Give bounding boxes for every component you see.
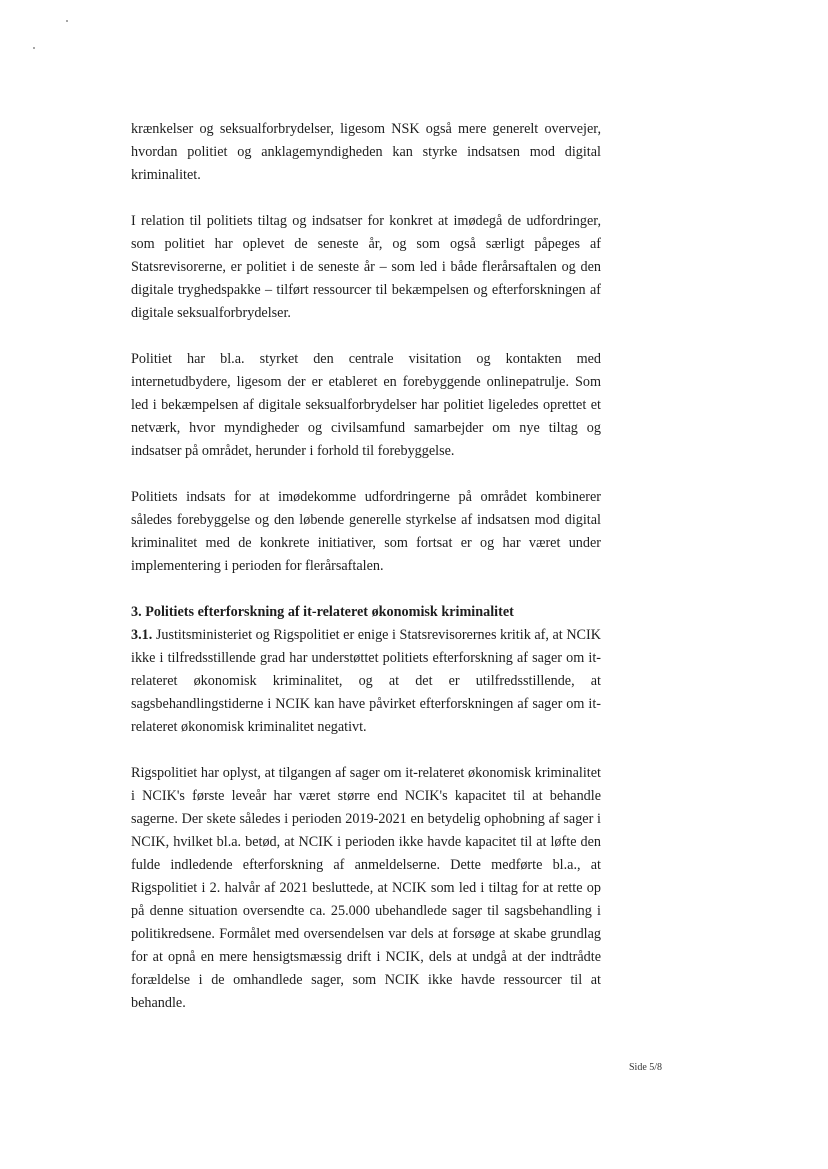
paragraph-3: Politiet har bl.a. styrket den centrale visitation og kontakten med internetudbydere, ligesom der er etableret en forebyggende onlinepatrulje. Som led i bekæmpelsen af digitale seksualforbrydelser har politiet ligeledes oprettet et netværk, hvor myndigheder og civilsamfund samarbejder om nye tiltag og indsatser på området, herunder i forhold til forebyggelse. — [131, 351, 601, 459]
paragraph-4: Politiets indsats for at imødekomme udfordringerne på området kombinerer således forebyggelse og den løbende generelle styrkelse af indsatsen mod digital kriminalitet med de konkrete initiativer, som fortsat er og har været under implementering i perioden for flerårsaftalen. — [131, 489, 601, 574]
paragraph-1: krænkelser og seksualforbrydelser, ligesom NSK også mere generelt overvejer, hvordan politiet og anklagemyndigheden kan styrke indsatsen mod digital kriminalitet. — [131, 121, 601, 183]
scan-speck — [33, 47, 35, 49]
subsection-text: Justitsministeriet og Rigspolitiet er enige i Statsrevisorernes kritik af, at NCIK ikke i tilfredsstillende grad har understøttet politiets efterforskning af sager om it-relateret økonomisk kriminalitet, og at det er utilfredsstillende, at sagsbehandlingstiderne i NCIK kan have påvirket efterforskningen af sager om it-relateret økonomisk kriminalitet negativt. — [131, 627, 601, 735]
subsection-paragraph — [131, 624, 601, 739]
closing-paragraph: Rigspolitiet har oplyst, at tilgangen af sager om it-relateret økonomisk kriminalitet i NCIK's første leveår har været større end NCIK's kapacitet til at behandle sagerne. Der skete således i perioden 2019-2021 en betydelig ophobning af sager i NCIK, hvilket bl.a. betød, at NCIK i perioden ikke havde kapacitet til at løfte den fulde indledende efterforskning af anmeldelserne. Dette medførte bl.a., at Rigspolitiet i 2. halvår af 2021 besluttede, at NCIK som led i tiltag for at rette op på denne situation oversendte ca. 25.000 ubehandlede sager til sagsbehandling i politikredsene. Formålet med oversendelsen var dels at forsøge at skabe grundlag for at opnå en mere hensigtsmæssig drift i NCIK, dels at undgå at der indtrådte forældelse i de omhandlede sager, som NCIK ikke havde ressourcer til at behandle. — [131, 765, 601, 1011]
paragraph-2: I relation til politiets tiltag og indsatser for konkret at imødegå de udfordringer, som politiet har oplevet de seneste år, og som også særligt påpeges af Statsrevisorerne, er politiet i de seneste år – som led i både flerårsaftalen og den digitale tryghedspakke – tilført ressourcer til bekæmpelsen og efterforskningen af digitale seksualforbrydelser. — [131, 213, 601, 321]
scan-speck — [66, 20, 68, 22]
document-body — [131, 118, 601, 1038]
subsection-label: 3.1. — [131, 627, 153, 643]
page-number: Side 5/8 — [629, 1062, 663, 1073]
section-heading: 3. Politiets efterforskning af it-relateret økonomisk kriminalitet — [131, 604, 514, 620]
